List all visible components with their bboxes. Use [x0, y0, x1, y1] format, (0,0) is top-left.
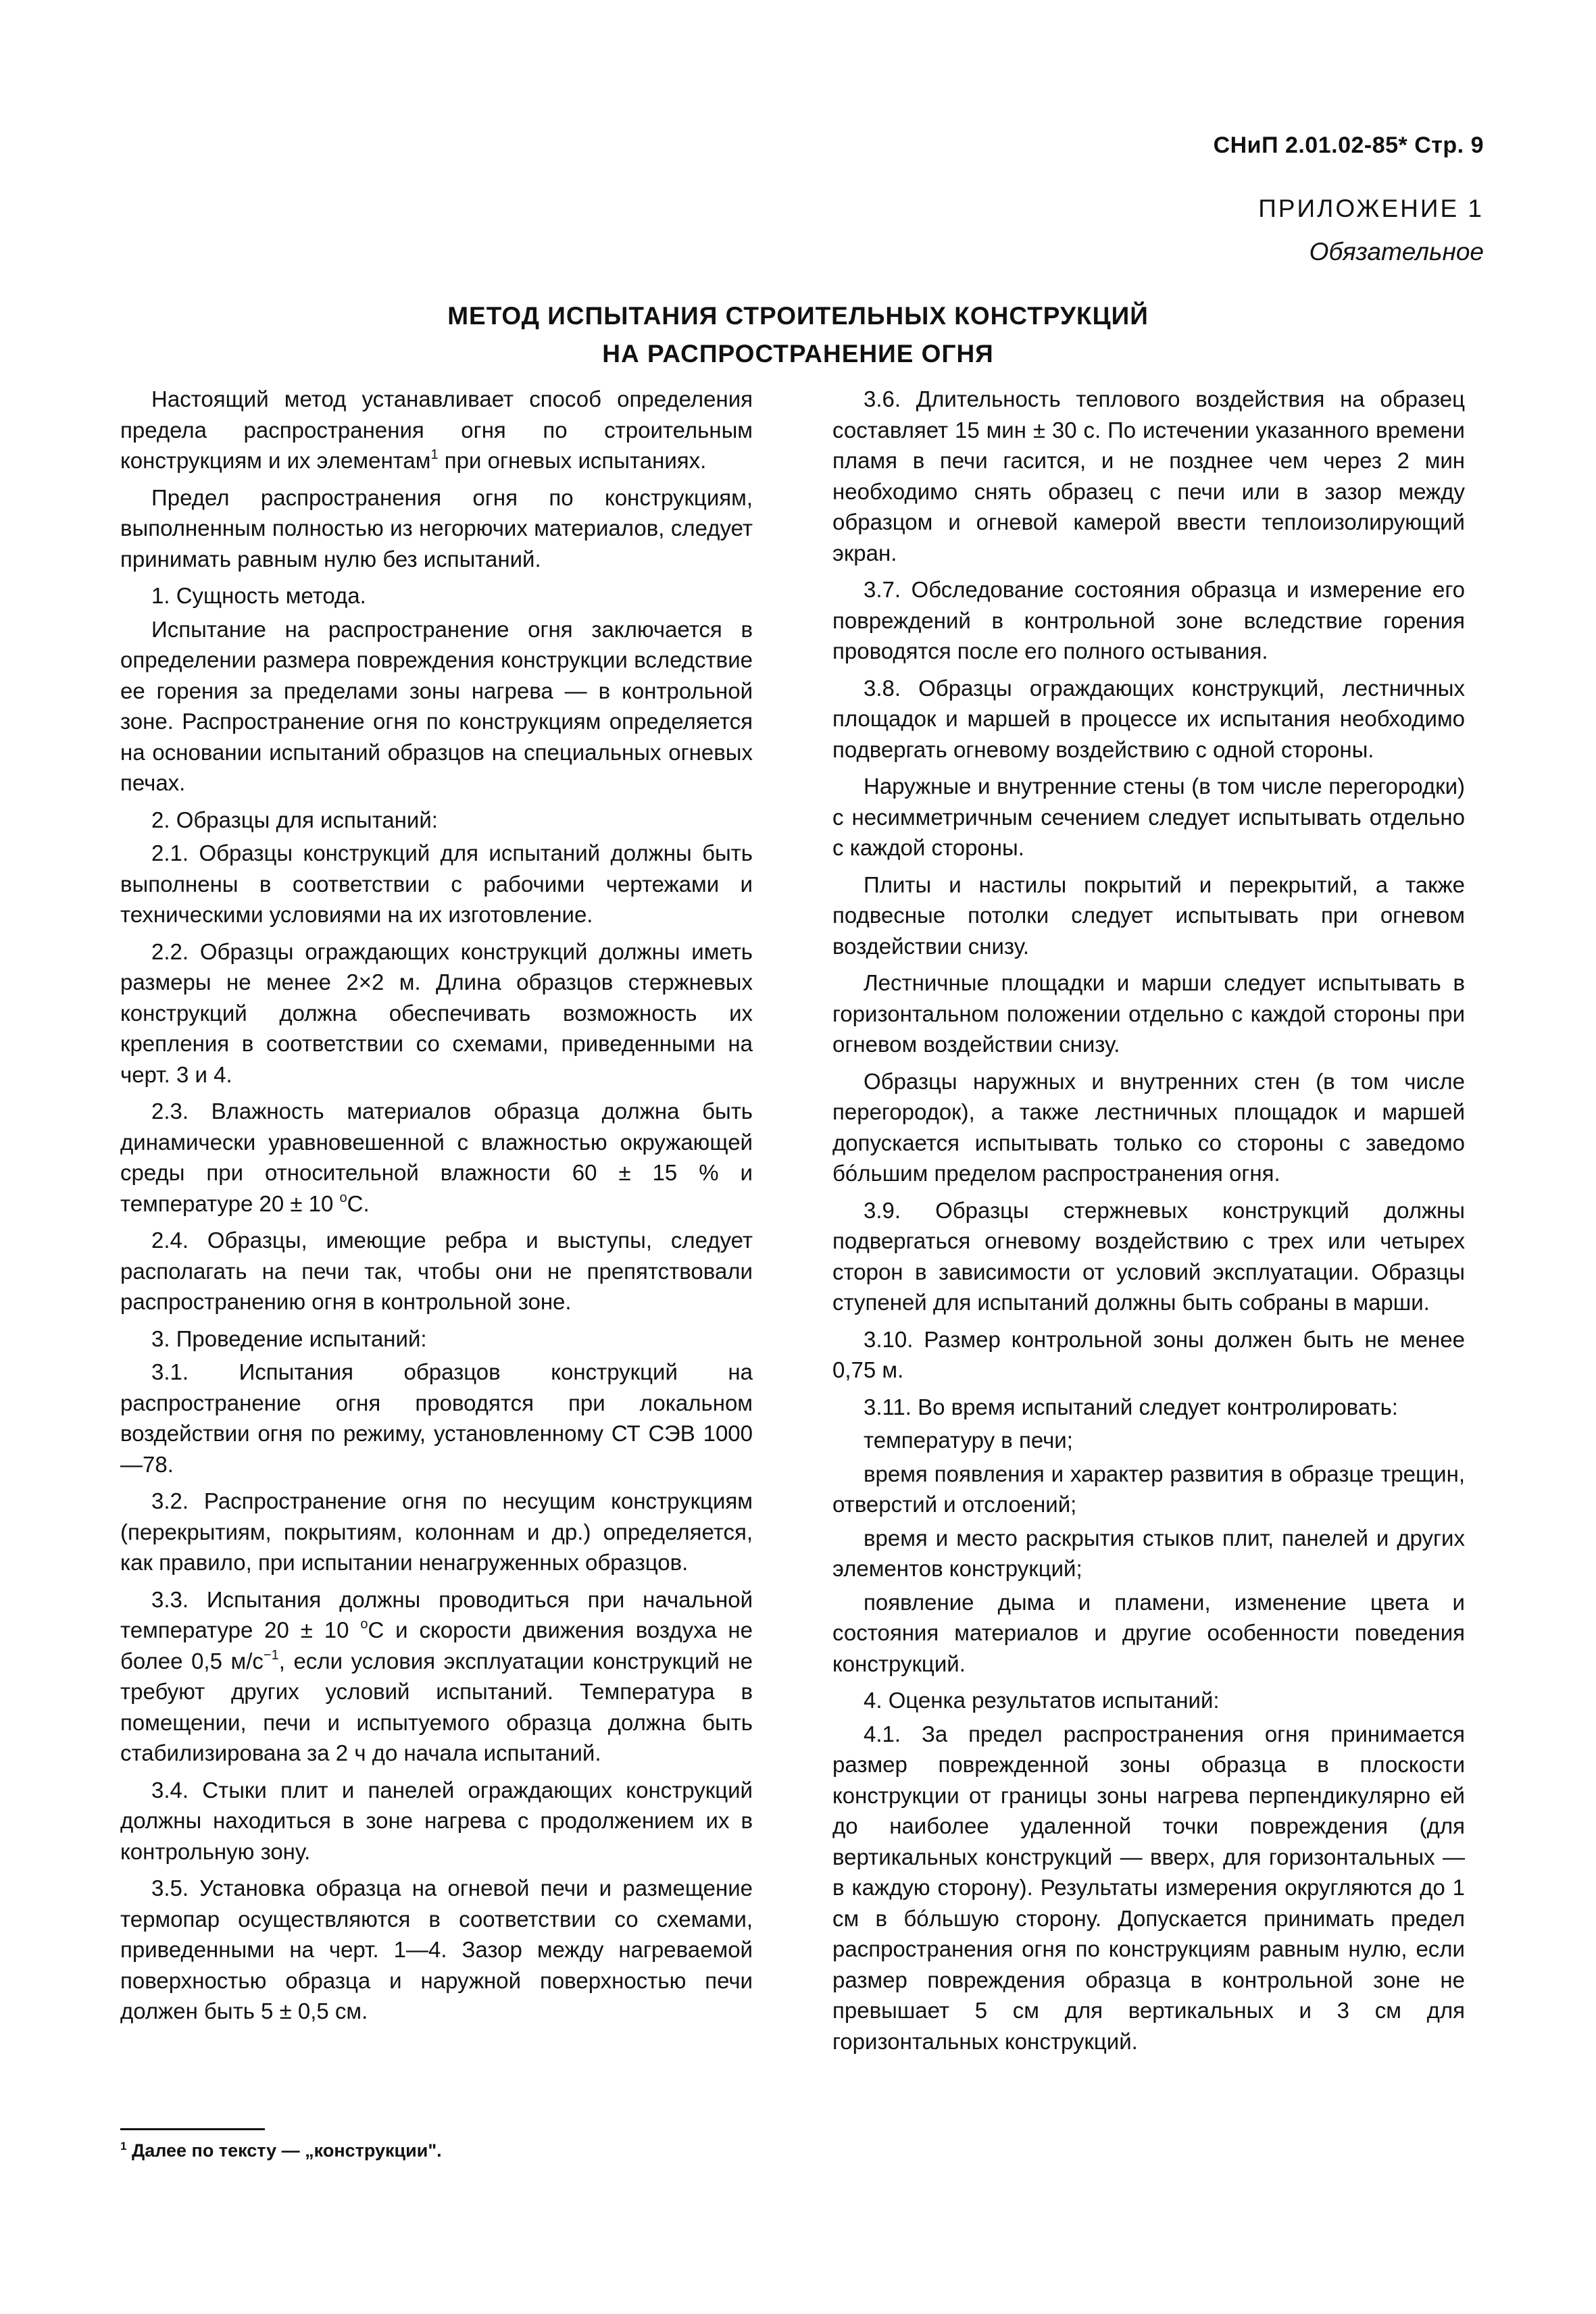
clause-3-3: [120, 1584, 753, 1769]
document-title: [112, 297, 1484, 373]
paragraph: Наружные и внутренние стены (в том числе перегородки) с несимметричным сечением следует испытывать отдельно с каждой стороны.: [832, 774, 1465, 860]
clause-3-5: 3.5. Установка образца на огневой печи и размещение термопар осуществляются в соответствии со схемами, приведенными на черт. 1—4. Зазор между нагреваемой поверхностью образца и наружной поверхностью печи должен быть 5 ± 0,5 см.: [120, 1876, 753, 2023]
clause-3-1: 3.1. Испытания образцов конструкций на распространение огня проводятся при локальном воздействии огня по режиму, установленному СТ СЭВ 1000—78.: [120, 1359, 753, 1477]
list-item: время и место раскрытия стыков плит, панелей и других элементов конструкций;: [832, 1525, 1465, 1581]
appendix-label: ПРИЛОЖЕНИЕ 1: [1258, 195, 1484, 222]
clause-text-mid: С и скорости движения воздуха не более 0,5 м/с: [120, 1617, 753, 1674]
footnote-divider: [120, 2128, 265, 2130]
clause-3-6: 3.6. Длительность теплового воздействия на образец составляет 15 мин ± 30 с. По истечении указанного времени пламя в печи гасится, и не позднее чем через 2 мин необходимо снять образец с печи или в зазор между образцом и огневой камерой ввести теплоизолирующий экран.: [832, 386, 1465, 565]
list-item: температуру в печи;: [864, 1428, 1073, 1453]
paragraph: Испытание на распространение огня заключается в определении размера повреждения конструкции вследствие ее горения за пределами зоны нагрева — в контрольной зоне. Распространение огня по конструкциям определяется на основании испытаний образцов на специальных огневых печах.: [120, 616, 753, 795]
clause-text: 2.3. Влажность материалов образца должна быть динамически уравновешенной с влажностью окружающей среды при относительной влажности 60 ± 15 % и температуре 20 ± 10: [120, 1099, 753, 1216]
clause-3-7: 3.7. Обследование состояния образца и измерение его повреждений в контрольной зоне вследствие горения проводятся после его полного остывания.: [832, 577, 1465, 663]
clause-text-end: С.: [347, 1190, 370, 1216]
title-line-2: НА РАСПРОСТРАНЕНИЕ ОГНЯ: [602, 340, 994, 368]
degree-sign: о: [360, 1617, 368, 1632]
clause-3-9: 3.9. Образцы стержневых конструкций должны подвергаться огневому воздействию с трех или четырех сторон в зависимости от условий эксплуатации. Образцы ступеней для испытаний должны быть собраны в марши.: [832, 1197, 1465, 1315]
degree-sign: о: [339, 1190, 347, 1205]
paragraph: Плиты и настилы покрытий и перекрытий, а также подвесные потолки следует испытывать при огневом воздействии снизу.: [832, 872, 1465, 959]
clause-3-10: 3.10. Размер контрольной зоны должен быть не менее 0,75 м.: [832, 1326, 1465, 1382]
list-item: появление дыма и пламени, изменение цвета и состояния материалов и другие особенности поведения конструкций.: [832, 1589, 1465, 1676]
footnote: [120, 2140, 442, 2161]
intro-text: Настоящий метод устанавливает способ определения предела распространения огня по строительным конструкциям и их элементам: [120, 386, 753, 473]
clause-2-2: 2.2. Образцы ограждающих конструкций должны иметь размеры не менее 2×2 м. Длина образцов стержневых конструкций должна обеспечивать возможность их крепления в соответствии со схемами, приведенными на черт. 3 и 4.: [120, 938, 753, 1087]
clause-2-1: 2.1. Образцы конструкций для испытаний должны быть выполнены в соответствии с рабочими чертежами и техническими условиями на их изготовление.: [120, 840, 753, 927]
clause-3-4: 3.4. Стыки плит и панелей ограждающих конструкций должны находиться в зоне нагрева с продолжением их в контрольную зону.: [120, 1777, 753, 1864]
clause-3-8: 3.8. Образцы ограждающих конструкций, лестничных площадок и маршей в процессе их испытания необходимо подвергать огневому воздействию с одной стороны.: [832, 675, 1465, 762]
list-item: время появления и характер развития в образце трещин, отверстий и отслоений;: [832, 1461, 1465, 1517]
title-line-1: МЕТОД ИСПЫТАНИЯ СТРОИТЕЛЬНЫХ КОНСТРУКЦИЙ: [447, 302, 1149, 330]
page-reference: СНиП 2.01.02-85* Стр. 9: [1213, 132, 1484, 158]
clause-2-4: 2.4. Образцы, имеющие ребра и выступы, следует располагать на печи так, чтобы они не препятствовали распространению огня в контрольной зоне.: [120, 1228, 753, 1314]
clause-3-2: 3.2. Распространение огня по несущим конструкциям (перекрытиям, покрытиям, колоннам и др.) определяется, как правило, при испытании ненагруженных образцов.: [120, 1488, 753, 1575]
clause-text: 3.3. Испытания должны проводиться при начальной температуре 20 ± 10: [120, 1586, 753, 1642]
section-heading: 1. Сущность метода.: [151, 583, 366, 608]
exponent: −1: [263, 1647, 279, 1663]
right-column: [832, 384, 1465, 2063]
paragraph: Лестничные площадки и марши следует испытывать в горизонтальном положении отдельно с каждой стороны при огневом воздействии снизу.: [832, 970, 1465, 1057]
paragraph: Предел распространения огня по конструкциям, выполненным полностью из негорючих материалов, следует принимать равным нулю без испытаний.: [120, 484, 753, 572]
footnote-ref: 1: [430, 447, 439, 462]
clause-3-11: 3.11. Во время испытаний следует контролировать:: [864, 1394, 1398, 1419]
footnote-mark: 1: [120, 2140, 127, 2153]
section-heading: 2. Образцы для испытаний:: [151, 807, 438, 832]
footnote-text: Далее по тексту — „конструкции".: [126, 2140, 442, 2161]
appendix-status: Обязательное: [1309, 238, 1484, 266]
intro-paragraph: [120, 384, 753, 476]
section-heading: 3. Проведение испытаний:: [151, 1326, 427, 1351]
clause-text-end: , если условия эксплуатации конструкций не требуют других условий испытаний. Температура в помещении, печи и испытуемого образца должна быть стабилизирована за 2 ч до начала испытаний.: [120, 1648, 753, 1765]
intro-text-end: при огневых испытаниях.: [438, 448, 707, 473]
clause-2-3: [120, 1096, 753, 1219]
section-heading: 4. Оценка результатов испытаний:: [864, 1688, 1220, 1713]
paragraph: Образцы наружных и внутренних стен (в том числе перегородок), а также лестничных площадок и маршей допускается испытывать только со стороны с заведомо бóльшим пределом распространения огня.: [832, 1068, 1465, 1186]
left-column: [120, 384, 753, 2033]
clause-4-1: 4.1. За предел распространения огня принимается размер поврежденной зоны образца в плоскости конструкции от границы зоны нагрева перпендикулярно ей до наиболее удаленной точки повреждения (для вертикальных конструкций — вверх, для горизонтальных — в каждую сторону). Результаты измерения округляются до 1 см в бóльшую сторону. Допускается принимать предел распространения огня по конструкциям равным нулю, если размер повреждения образца в контрольной зоне не превышает 5 см для вертикальных и 3 см для горизонтальных конструкций.: [832, 1721, 1465, 2054]
